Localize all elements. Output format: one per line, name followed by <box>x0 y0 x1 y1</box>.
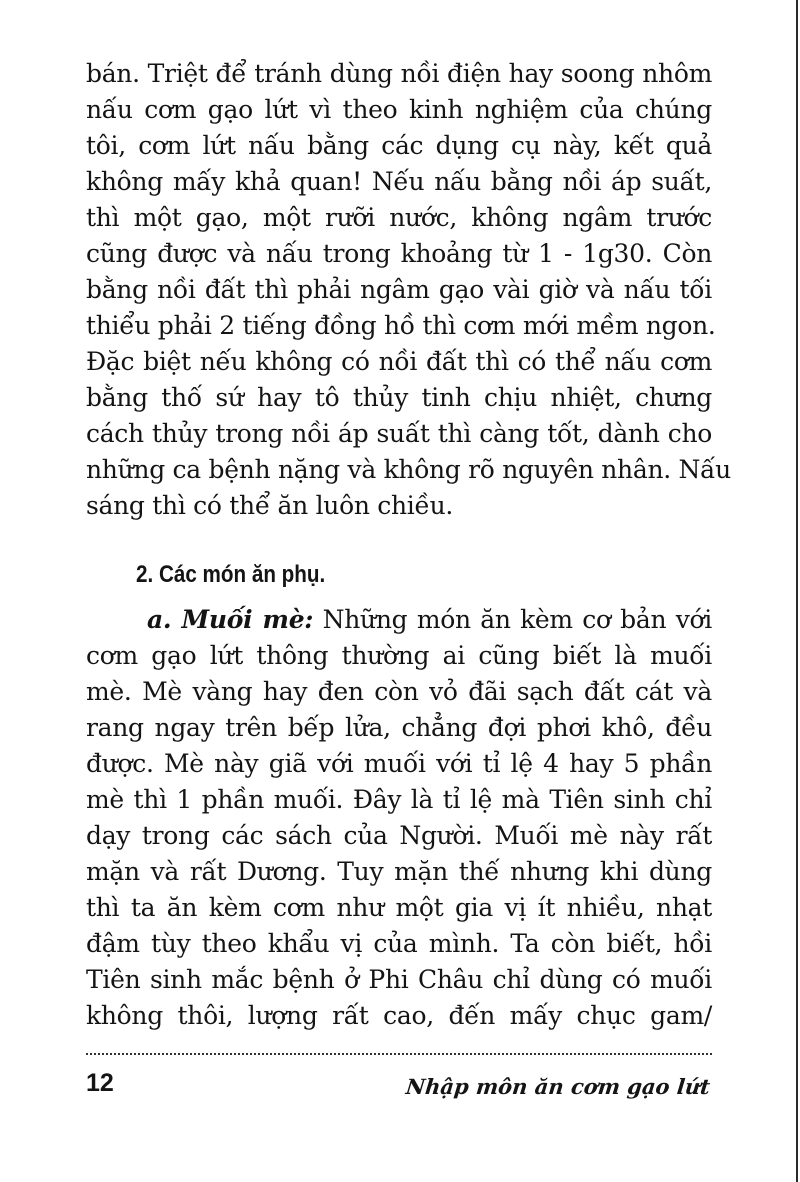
text-line: tôi, cơm lứt nấu bằng các dụng cụ này, kết quả <box>86 131 712 160</box>
section-heading: 2. Các món ăn phụ. <box>136 561 326 588</box>
text-line: sáng thì có thể ăn luôn chiều. <box>86 491 454 520</box>
text-line: được. Mè này giã với muối với tỉ lệ 4 hay 5 phần <box>86 749 712 778</box>
running-title: Nhập môn ăn cơm gạo lứt <box>404 1074 712 1099</box>
text-line: thiểu phải 2 tiếng đồng hồ thì cơm mới mềm ngon. <box>86 311 716 340</box>
text-line: mè. Mè vàng hay đen còn vỏ đãi sạch đất cát và <box>86 677 712 706</box>
text-line: bán. Triệt để tránh dùng nồi điện hay soong nhôm <box>86 59 712 88</box>
text-line: cơm gạo lứt thông thường ai cũng biết là muối <box>86 641 712 670</box>
text-line: đậm tùy theo khẩu vị của mình. Ta còn biết, hồi <box>86 929 712 958</box>
text-line: những ca bệnh nặng và không rõ nguyên nhân. Nấu <box>86 455 731 484</box>
text-line: Đặc biệt nếu không có nồi đất thì có thể nấu cơm <box>86 347 712 376</box>
text-line: mặn và rất Dương. Tuy mặn thế nhưng khi dùng <box>86 857 712 886</box>
text-line: thì ta ăn kèm cơm như một gia vị ít nhiều, nhạt <box>86 893 712 922</box>
text-line: thì một gạo, một rưỡi nước, không ngâm trước <box>86 203 712 232</box>
footer-dotted-rule <box>86 1053 712 1055</box>
text-line-lead <box>147 602 712 638</box>
text-line: Tiên sinh mắc bệnh ở Phi Châu chỉ dùng có muối <box>86 965 712 994</box>
text-span: Những món ăn kèm cơ bản với <box>313 605 713 634</box>
text-line: bằng thố sứ hay tô thủy tinh chịu nhiệt, chưng <box>86 383 712 412</box>
text-line: bằng nồi đất thì phải ngâm gạo vài giờ và nấu tối <box>86 275 712 304</box>
text-line: rang ngay trên bếp lửa, chẳng đợi phơi khô, đều <box>86 713 712 742</box>
page-edge-shadow <box>796 0 798 1182</box>
text-line: cách thủy trong nồi áp suất thì càng tốt, dành cho <box>86 419 712 448</box>
text-line: mè thì 1 phần muối. Đây là tỉ lệ mà Tiên sinh chỉ <box>86 785 712 814</box>
subsection-lead: a. Muối mè: <box>147 605 314 634</box>
text-line: không mấy khả quan! Nếu nấu bằng nồi áp suất, <box>86 167 712 196</box>
text-line: cũng được và nấu trong khoảng từ 1 - 1g30. Còn <box>86 239 712 268</box>
text-line: dạy trong các sách của Người. Muối mè này rất <box>86 821 712 850</box>
text-line: không thôi, lượng rất cao, đến mấy chục gam/ <box>86 1001 712 1030</box>
page-number: 12 <box>86 1069 114 1097</box>
text-line: nấu cơm gạo lứt vì theo kinh nghiệm của chúng <box>86 95 712 124</box>
